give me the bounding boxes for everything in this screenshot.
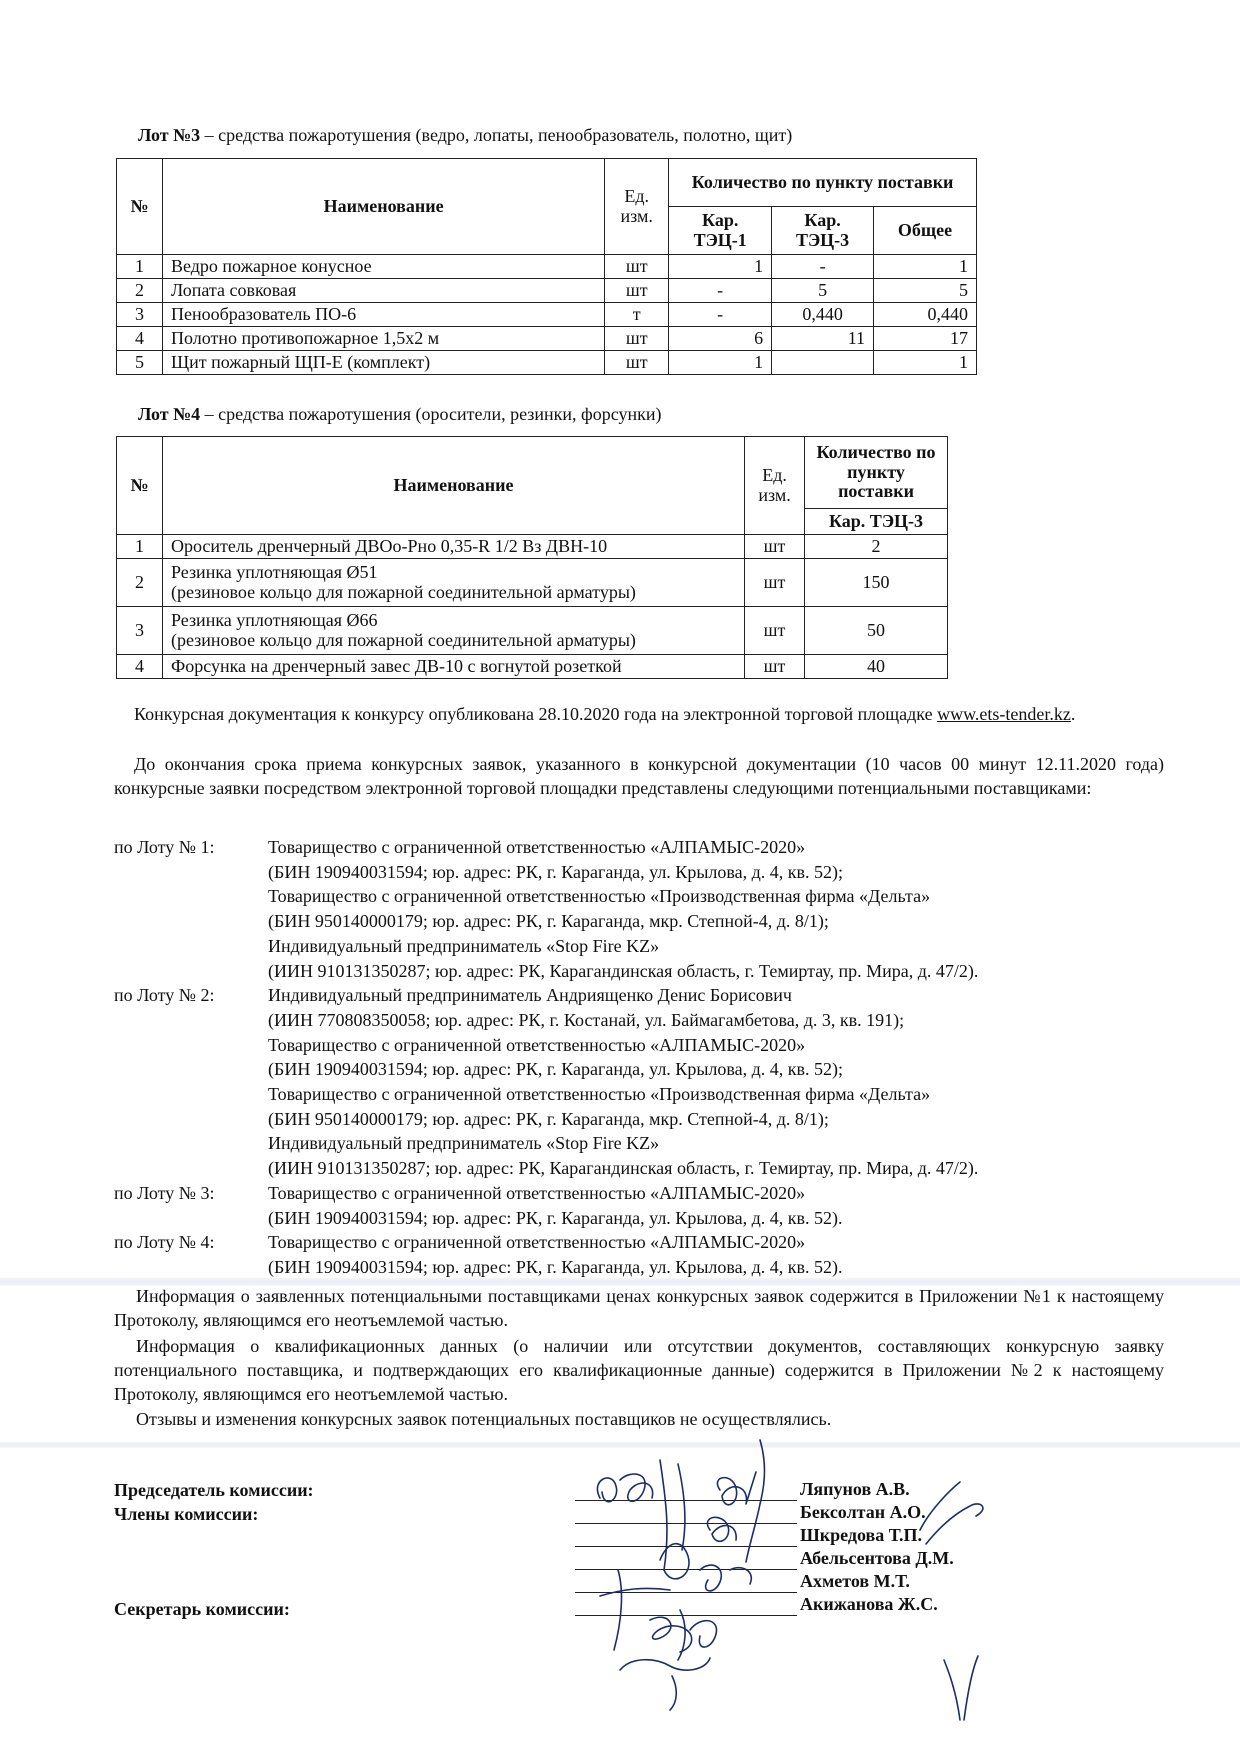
lot4-header-unit: Ед. изм. [745, 437, 805, 535]
table-row [117, 303, 977, 327]
row-unit: шт [605, 255, 669, 279]
list-item: Товарищество с ограниченной ответственностью «АЛПАМЫС-2020» [268, 1034, 806, 1055]
supplier-group-lot3 [114, 1181, 1174, 1230]
supplier-group-lot4 [114, 1230, 1174, 1279]
row-total: 0,440 [874, 303, 977, 327]
table-row [117, 279, 977, 303]
supplier-group-lot1 [114, 835, 1174, 983]
row-unit: шт [745, 535, 805, 559]
published-paragraph [114, 702, 1164, 726]
lot4-title-bold: Лот №4 [138, 404, 201, 424]
supplier-group-lot2 [114, 983, 1174, 1181]
row-num: 5 [117, 351, 163, 375]
list-item: (БИН 190940031594; юр. адрес: РК, г. Караганда, ул. Крылова, д. 4, кв. 52). [268, 1207, 843, 1228]
table-row [117, 559, 948, 607]
row-unit: шт [605, 327, 669, 351]
deadline-paragraph [114, 752, 1164, 800]
list-item: (БИН 190940031594; юр. адрес: РК, г. Караганда, ул. Крылова, д. 4, кв. 52). [268, 1256, 843, 1277]
lot3-title-rest: – средства пожаротушения (ведро, лопаты, пенообразователь, полотно, щит) [200, 125, 793, 145]
list-item: Индивидуальный предприниматель Андриященко Денис Борисович [268, 985, 792, 1006]
published-end: . [1070, 704, 1076, 724]
lot3-header-tec3: Кар. ТЭЦ-3 [772, 207, 874, 255]
list-item: (ИИН 770808350058; юр. адрес: РК, г. Костанай, ул. Баймагамбетова, д. 3, кв. 191); [268, 1009, 905, 1030]
row-num: 4 [117, 327, 163, 351]
info-paragraph-1 [114, 1284, 1164, 1332]
list-item: Товарищество с ограниченной ответственностью «Производственная фирма «Дельта» [268, 886, 931, 907]
list-item: Товарищество с ограниченной ответственностью «Производственная фирма «Дельта» [268, 1084, 931, 1105]
row-tec3: - [772, 255, 874, 279]
lot3-header-total: Общее [874, 207, 977, 255]
row-tec3 [772, 351, 874, 375]
row-unit: шт [745, 559, 805, 607]
info-text-1: Информация о заявленных потенциальными поставщиками ценах конкурсных заявок содержится в Приложении №1 к настоящему Протоколу, являющимся его неотъемлемой частью. [114, 1286, 1164, 1330]
signatory-name: Бексолтан А.О. [800, 1502, 926, 1522]
lot4-title-rest: – средства пожаротушения (оросители, резинки, форсунки) [200, 404, 662, 424]
table-row [117, 351, 977, 375]
row-num: 3 [117, 303, 163, 327]
info-text-2: Информация о квалификационных данных (о наличии или отсутствии документов, составляющих конкурсную заявку потенциального поставщика, и подтверждающих его квалификационные данные) содержится в Приложении №2 к настоящему Протоколу, являющимся его неотъемлемой частью. [114, 1336, 1164, 1404]
published-link[interactable]: www.ets-tender.kz [937, 704, 1071, 724]
row-tec1: 6 [669, 327, 772, 351]
lot4-title [138, 404, 661, 425]
row-tec3: 11 [772, 327, 874, 351]
table-row [117, 607, 948, 655]
list-item: Товарищество с ограниченной ответственностью «АЛПАМЫС-2020» [268, 1182, 806, 1203]
list-item: Индивидуальный предприниматель «Stop Fire KZ» [268, 935, 660, 956]
lot3-header-qty-group: Количество по пункту поставки [669, 159, 977, 207]
deadline-text: До окончания срока приема конкурсных заявок, указанного в конкурсной документации (10 часов 00 минут 12.11.2020 года) конкурсные заявки посредством электронной торговой площадки представлены следующими потенциальными поставщиками: [114, 754, 1164, 798]
row-name: Лопата совковая [162, 279, 604, 303]
row-tec1: - [669, 279, 772, 303]
row-tec1: 1 [669, 255, 772, 279]
row-tec3: 150 [805, 559, 948, 607]
lot3-header-num: № [117, 159, 163, 255]
supplier-lot-label: по Лоту № 4: [114, 1232, 215, 1253]
row-num: 3 [117, 607, 163, 655]
published-text: Конкурсная документация к конкурсу опубликована 28.10.2020 года на электронной торговой площадке [134, 704, 938, 724]
lot3-header-unit: Ед. изм. [605, 159, 669, 255]
lot4-header-name: Наименование [162, 437, 744, 535]
row-name-note: (резиновое кольцо для пожарной соединительной арматуры) [170, 629, 636, 650]
secretary-label: Секретарь комиссии: [114, 1599, 290, 1619]
row-name: Полотно противопожарное 1,5х2 м [162, 327, 604, 351]
list-item: (БИН 190940031594; юр. адрес: РК, г. Караганда, ул. Крылова, д. 4, кв. 52); [268, 861, 844, 882]
list-item: (ИИН 910131350287; юр. адрес: РК, Карагандинская область, г. Темиртау, пр. Мира, д. 47/2). [268, 960, 979, 981]
members-label: Члены комиссии: [114, 1504, 259, 1524]
signatory-name: Ляпунов А.В. [800, 1479, 910, 1499]
lot3-title-bold: Лот №3 [138, 125, 201, 145]
row-name: Ороситель дренчерный ДВОо-Рно 0,35-R 1/2 Вз ДВН-10 [162, 535, 744, 559]
row-total: 1 [874, 351, 977, 375]
row-total: 17 [874, 327, 977, 351]
signatory-name: Акижанова Ж.С. [800, 1594, 938, 1614]
row-total: 1 [874, 255, 977, 279]
row-num: 2 [117, 279, 163, 303]
list-item: (БИН 950140000179; юр. адрес: РК, г. Караганда, мкр. Степной-4, д. 8/1); [268, 911, 829, 932]
row-name: Щит пожарный ЩП-Е (комплект) [162, 351, 604, 375]
row-name-note: (резиновое кольцо для пожарной соединительной арматуры) [170, 581, 636, 602]
row-unit: шт [605, 351, 669, 375]
row-tec1: 1 [669, 351, 772, 375]
supplier-lot-label: по Лоту № 3: [114, 1182, 215, 1203]
lot3-header-tec1: Кар. ТЭЦ-1 [669, 207, 772, 255]
supplier-list [114, 835, 1174, 1280]
row-num: 1 [117, 535, 163, 559]
supplier-lot-label: по Лоту № 1: [114, 837, 215, 857]
list-item: (БИН 190940031594; юр. адрес: РК, г. Караганда, ул. Крылова, д. 4, кв. 52); [268, 1059, 844, 1080]
row-num: 4 [117, 655, 163, 679]
lot3-header-name: Наименование [162, 159, 604, 255]
table-row [117, 327, 977, 351]
row-tec3: 2 [805, 535, 948, 559]
row-num: 1 [117, 255, 163, 279]
row-unit: шт [605, 279, 669, 303]
lot3-title [138, 125, 792, 146]
signatory-name: Абельсентова Д.М. [800, 1548, 954, 1568]
table-row [117, 535, 948, 559]
row-total: 5 [874, 279, 977, 303]
row-name: Резинка уплотняющая Ø51 [170, 561, 378, 582]
row-tec1: - [669, 303, 772, 327]
row-unit: шт [745, 655, 805, 679]
lot4-header-qty-group: Количество по пункту поставки [805, 437, 948, 509]
row-name-cell [162, 559, 744, 607]
signatory-name: Ахметов М.Т. [800, 1571, 910, 1591]
table-row [117, 255, 977, 279]
row-num: 2 [117, 559, 163, 607]
row-tec3: 50 [805, 607, 948, 655]
row-tec3: 5 [772, 279, 874, 303]
list-item: Товарищество с ограниченной ответственностью «АЛПАМЫС-2020» [268, 1232, 806, 1253]
row-unit: т [605, 303, 669, 327]
supplier-lot-label: по Лоту № 2: [114, 985, 215, 1006]
row-unit: шт [745, 607, 805, 655]
list-item: Индивидуальный предприниматель «Stop Fire KZ» [268, 1133, 660, 1154]
handwritten-signatures [560, 1420, 1100, 1740]
row-tec3: 0,440 [772, 303, 874, 327]
table-row [117, 655, 948, 679]
info-text-3: Отзывы и изменения конкурсных заявок потенциальных поставщиков не осуществлялись. [136, 1409, 832, 1429]
signatory-name: Шкредова Т.П. [800, 1525, 922, 1545]
lot4-table [116, 436, 948, 679]
lot4-header-tec3: Кар. ТЭЦ-3 [805, 509, 948, 535]
row-tec3: 40 [805, 655, 948, 679]
row-name: Пенообразователь ПО-6 [162, 303, 604, 327]
lot4-header-num: № [117, 437, 163, 535]
list-item: (БИН 950140000179; юр. адрес: РК, г. Караганда, мкр. Степной-4, д. 8/1); [268, 1108, 829, 1129]
info-paragraph-2 [114, 1334, 1164, 1406]
row-name: Форсунка на дренчерный завес ДВ-10 с вогнутой розеткой [162, 655, 744, 679]
row-name: Резинка уплотняющая Ø66 [170, 609, 378, 630]
row-name-cell [162, 607, 744, 655]
chair-label: Председатель комиссии: [114, 1480, 314, 1500]
lot3-table [116, 158, 977, 375]
list-item: (ИИН 910131350287; юр. адрес: РК, Карагандинская область, г. Темиртау, пр. Мира, д. 47/2). [268, 1158, 979, 1179]
row-name: Ведро пожарное конусное [162, 255, 604, 279]
list-item: Товарищество с ограниченной ответственностью «АЛПАМЫС-2020» [268, 837, 806, 857]
